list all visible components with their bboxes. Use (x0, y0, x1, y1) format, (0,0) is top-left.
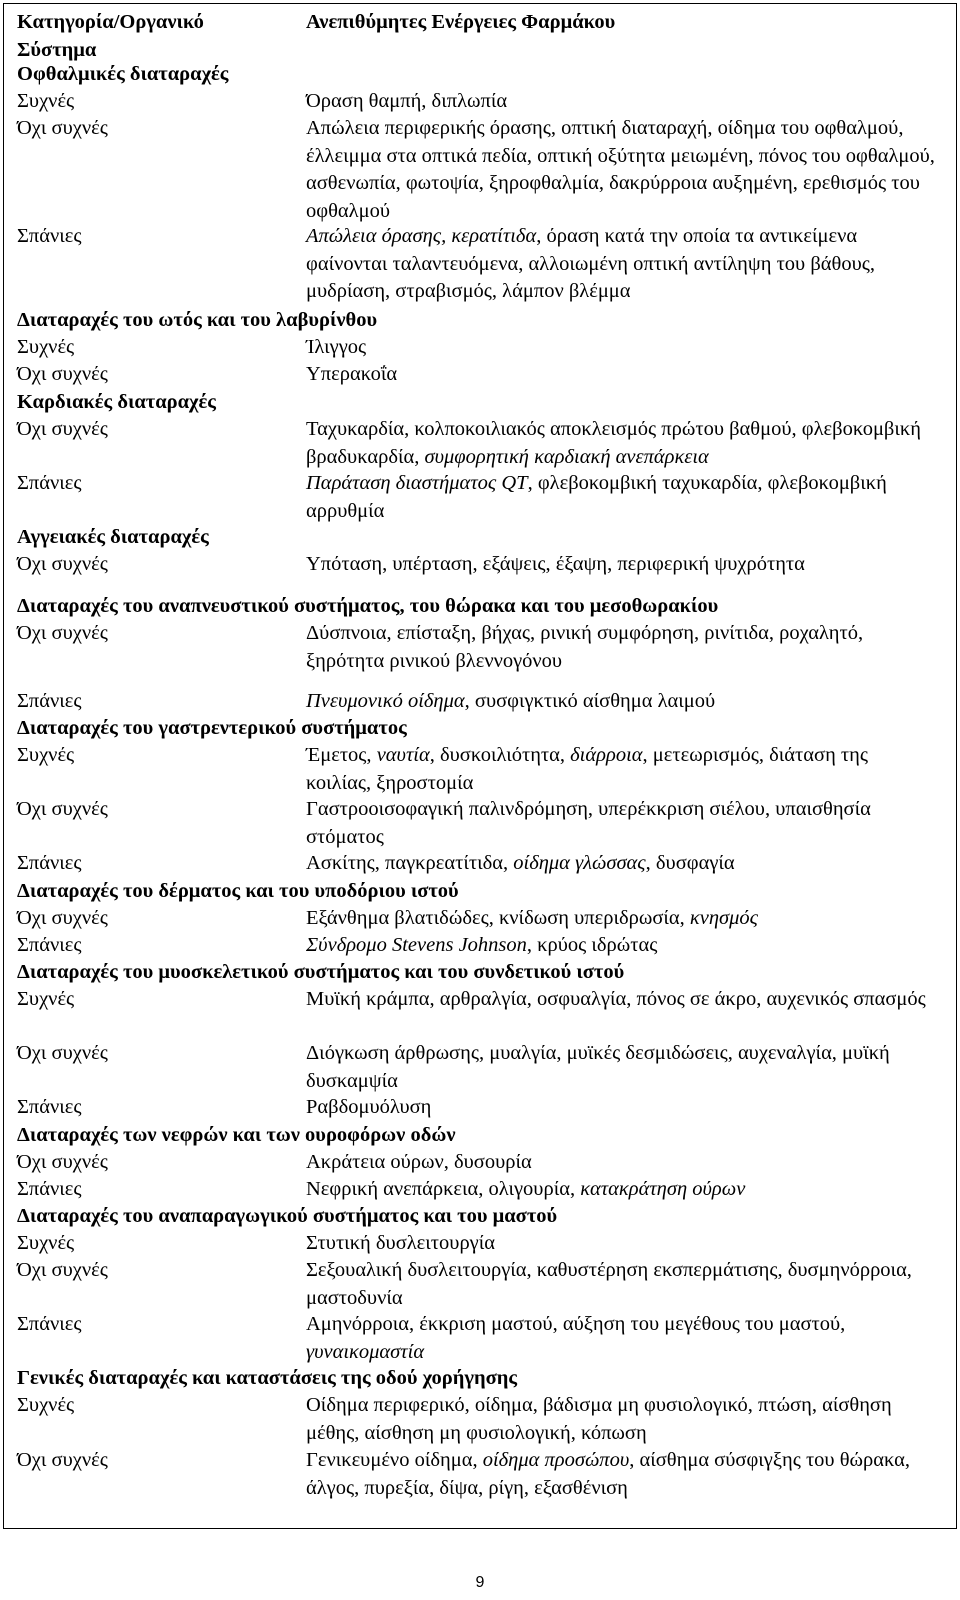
effect-text: Ίλιγγος (306, 336, 367, 358)
adverse-effects-text (306, 334, 936, 362)
effect-text-italic: οίδημα προσώπου (482, 1449, 630, 1471)
adverse-effects-text (306, 1447, 936, 1502)
adverse-effects-text (306, 688, 936, 716)
effect-text: Νεφρική ανεπάρκεια, ολιγουρία, (306, 1178, 581, 1200)
adverse-effects-text (306, 115, 936, 225)
section-title: Διαταραχές του μυοσκελετικού συστήματος και του συνδετικού ιστού (17, 961, 625, 983)
effect-text-italic: κνησμός (689, 907, 758, 929)
frequency-category: Όχι συχνές (17, 798, 108, 820)
adverse-effects-text (306, 1094, 936, 1122)
frequency-category: Όχι συχνές (17, 363, 108, 385)
frequency-category: Συχνές (17, 1232, 75, 1254)
frequency-category: Συχνές (17, 744, 75, 766)
frequency-category: Σπάνιες (17, 1313, 82, 1335)
adverse-effects-text (306, 742, 936, 797)
effect-text-italic: Πνευμονικό οίδημα (306, 690, 465, 712)
section-title: Διαταραχές του ωτός και του λαβυρίνθου (17, 309, 378, 331)
section-title: Οφθαλμικές διαταραχές (17, 63, 229, 85)
adverse-effects-text (306, 223, 936, 306)
effect-text: , φλεβοκομβική ταχυκαρδία, φλεβοκομβική αρρυθμία (306, 472, 887, 522)
adverse-effects-text (306, 88, 936, 116)
effect-text-italic: Παράταση διαστήματος QT (306, 472, 528, 494)
adverse-effects-text (306, 1257, 936, 1312)
frequency-category: Συχνές (17, 90, 75, 112)
frequency-category: Όχι συχνές (17, 1449, 108, 1471)
effect-text: , μετεωρισμός, διάταση της κοιλίας, ξηροστομία (306, 744, 868, 794)
adverse-effects-text (306, 470, 936, 525)
adverse-effects-text (306, 905, 936, 933)
effect-text-italic: οίδημα γλώσσας (513, 852, 646, 874)
section-title: Διαταραχές του αναπνευστικού συστήματος, του θώρακα και του μεσοθωρακίου (17, 595, 719, 617)
effect-text: Όραση θαμπή, διπλωπία (306, 90, 508, 112)
page-number: 9 (475, 1574, 485, 1591)
frequency-category: Όχι συχνές (17, 1259, 108, 1281)
frequency-category: Σπάνιες (17, 472, 82, 494)
effect-text: , όραση κατά την οποία τα αντικείμενα φαίνονται ταλαντευόμενα, αλλοιωμένη οπτική αντίληψη του βάθους, μυδρίαση, στραβισμός, λάμπον βλέμμα (306, 225, 875, 302)
effect-text: Σεξουαλική δυσλειτουργία, καθυστέρηση εκσπερμάτισης, δυσμηνόρροια, μαστοδυνία (306, 1259, 912, 1309)
frequency-category: Σπάνιες (17, 1178, 82, 1200)
adverse-effects-text (306, 850, 936, 878)
effect-text: Εξάνθημα βλατιδώδες, κνίδωση υπεριδρωσία, (306, 907, 690, 929)
section-title: Αγγειακές διαταραχές (17, 526, 209, 548)
effect-text: Μυϊκή κράμπα, αρθραλγία, οσφυαλγία, πόνος σε άκρο, αυχενικός σπασμός (306, 988, 926, 1010)
frequency-category: Σπάνιες (17, 1096, 82, 1118)
adverse-effects-text (306, 986, 936, 1014)
effect-text-italic: Απώλεια όρασης, κερατίτιδα (306, 225, 537, 247)
adverse-effects-text (306, 1040, 936, 1095)
adverse-effects-text (306, 361, 936, 389)
effect-text: Υπερακοΐα (306, 363, 398, 385)
section-title: Καρδιακές διαταραχές (17, 391, 216, 413)
frequency-category: Όχι συχνές (17, 117, 108, 139)
header-effects: Ανεπιθύμητες Ενέργειες Φαρμάκου (306, 11, 616, 33)
effect-text-italic: διάρροια (570, 744, 643, 766)
frequency-category: Συχνές (17, 1394, 75, 1416)
adverse-effects-text (306, 1311, 936, 1366)
effect-text: , αίσθημα σύσφιγξης του θώρακα, άλγος, πυρεξία, δίψα, ρίγη, εξασθένιση (306, 1449, 911, 1499)
frequency-category: Όχι συχνές (17, 418, 108, 440)
effect-text: Ακράτεια ούρων, δυσουρία (306, 1151, 532, 1173)
effect-text: Ασκίτης, παγκρεατίτιδα, (306, 852, 514, 874)
section-title: Διαταραχές του αναπαραγωγικού συστήματος και του μαστού (17, 1205, 558, 1227)
adverse-effects-text (306, 932, 936, 960)
adverse-effects-text (306, 1230, 936, 1258)
effect-text-italic: Σύνδρομο Stevens Johnson (306, 934, 527, 956)
section-title: Γενικές διαταραχές και καταστάσεις της οδού χορήγησης (17, 1367, 518, 1389)
adverse-effects-text (306, 1392, 936, 1447)
frequency-category: Όχι συχνές (17, 907, 108, 929)
adverse-effects-text (306, 416, 936, 471)
effect-text: Αμηνόρροια, έκκριση μαστού, αύξηση του μεγέθους του μαστού, (306, 1313, 846, 1335)
frequency-category: Όχι συχνές (17, 553, 108, 575)
adverse-effects-text (306, 551, 936, 579)
header-category: Κατηγορία/Οργανικό Σύστημα (17, 11, 204, 61)
effect-text: Γαστροοισοφαγική παλινδρόμηση, υπερέκκριση σιέλου, υπαισθησία στόματος (306, 798, 871, 848)
effect-text: Απώλεια περιφερικής όρασης, οπτική διαταραχή, οίδημα του οφθαλμού, έλλειμμα στα οπτικά πεδία, οπτική οξύτητα μειωμένη, πόνος του οφθαλμού, ασθενωπία, φωτοψία, ξηροφθαλμία, δακρύρροια αυξημένη, ερεθισμός του οφθαλμού (306, 117, 935, 222)
adverse-effects-text (306, 796, 936, 851)
effect-text: Γενικευμένο οίδημα, (306, 1449, 483, 1471)
section-title: Διαταραχές του γαστρεντερικού συστήματος (17, 717, 407, 739)
effect-text: Δύσπνοια, επίσταξη, βήχας, ρινική συμφόρηση, ρινίτιδα, ροχαλητό, ξηρότητα ρινικού βλεννογόνου (306, 622, 864, 672)
frequency-category: Σπάνιες (17, 690, 82, 712)
effect-text-italic: συμφορητική καρδιακή ανεπάρκεια (424, 445, 709, 468)
frequency-category: Σπάνιες (17, 852, 82, 874)
frequency-category: Όχι συχνές (17, 1042, 108, 1064)
frequency-category: Σπάνιες (17, 225, 82, 247)
effect-text: , δυσφαγία (645, 852, 735, 874)
effect-text: Υπόταση, υπέρταση, εξάψεις, έξαψη, περιφερική ψυχρότητα (306, 553, 805, 575)
effect-text: Ταχυκαρδία, κολποκοιλιακός αποκλεισμός πρώτου βαθμού, φλεβοκομβική βραδυκαρδία, (306, 418, 921, 468)
frequency-category: Όχι συχνές (17, 622, 108, 644)
adverse-effects-text (306, 620, 936, 675)
effect-text-italic: γυναικομαστία (306, 1340, 425, 1363)
section-title: Διαταραχές των νεφρών και των ουροφόρων οδών (17, 1124, 456, 1146)
effect-text: Ραβδομυόλυση (306, 1096, 432, 1118)
frequency-category: Σπάνιες (17, 934, 82, 956)
section-title: Διαταραχές του δέρματος και του υποδόριου ιστού (17, 880, 459, 902)
frequency-category: Συχνές (17, 336, 75, 358)
effect-text: Οίδημα περιφερικό, οίδημα, βάδισμα μη φυσιολογικό, πτώση, αίσθηση μέθης, αίσθηση μη φυσιολογική, κόπωση (306, 1394, 892, 1444)
adverse-effects-text (306, 1149, 936, 1177)
effect-text: Διόγκωση άρθρωσης, μυαλγία, μυϊκές δεσμιδώσεις, αυχεναλγία, μυϊκή δυσκαμψία (306, 1042, 890, 1092)
frequency-category: Όχι συχνές (17, 1151, 108, 1173)
effect-text: , συσφιγκτικό αίσθημα λαιμού (464, 690, 716, 712)
frequency-category: Συχνές (17, 988, 75, 1010)
effect-text: Έμετος, (306, 744, 377, 766)
effect-text: , κρύος ιδρώτας (526, 934, 658, 956)
adverse-effects-text (306, 1176, 936, 1204)
effect-text-italic: κατακράτηση ούρων (580, 1178, 746, 1200)
effect-text: , δυσκοιλιότητα, (429, 744, 571, 766)
effect-text-italic: ναυτία (376, 744, 430, 766)
adverse-effects-table (3, 3, 957, 1529)
effect-text: Στυτική δυσλειτουργία (306, 1232, 495, 1254)
